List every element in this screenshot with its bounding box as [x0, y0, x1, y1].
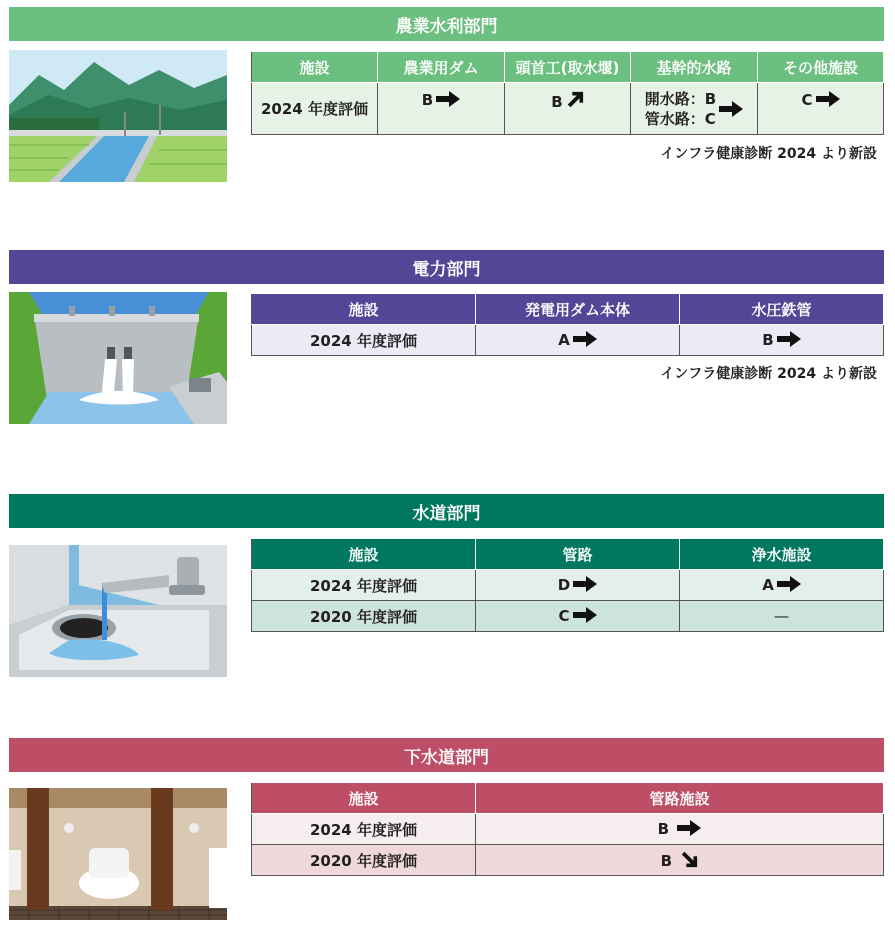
header-pipeline: 管路 — [476, 539, 680, 570]
row-label: 2020 年度評価 — [252, 845, 476, 876]
header-other-facilities: その他施設 — [758, 52, 884, 83]
arrow-right-icon — [573, 607, 597, 623]
restroom-toilets-illustration — [9, 788, 227, 920]
sink-faucet-illustration — [9, 545, 227, 677]
agri-dam-grade: B — [378, 83, 505, 135]
header-facility: 施設 — [252, 52, 378, 83]
row-label: 2024 年度評価 — [252, 570, 476, 601]
water-section-title: 水道部門 — [9, 494, 884, 528]
arrow-right-icon — [573, 576, 597, 592]
arrow-right-icon — [719, 101, 743, 117]
header-purification-plant: 浄水施設 — [680, 539, 884, 570]
header-agri-dam: 農業用ダム — [378, 52, 505, 83]
power-dam-grade: A — [476, 325, 680, 356]
sewer-section-title: 下水道部門 — [9, 738, 884, 772]
pipe-grade: C — [476, 601, 680, 632]
arrow-right-icon — [777, 576, 801, 592]
row-label: 2024 年度評価 — [252, 814, 476, 845]
header-main-canal: 基幹的水路 — [631, 52, 758, 83]
arrow-right-icon — [777, 331, 801, 347]
penstock-grade: B — [680, 325, 884, 356]
arrow-down-right-icon — [680, 850, 698, 868]
header-pipe-facilities: 管路施設 — [476, 783, 884, 814]
arrow-right-icon — [816, 91, 840, 107]
other-grade: C — [758, 83, 884, 135]
header-facility: 施設 — [252, 294, 476, 325]
arrow-up-right-icon — [566, 91, 584, 109]
row-label: 2020 年度評価 — [252, 601, 476, 632]
arrow-right-icon — [436, 91, 460, 107]
row-label: 2024 年度評価 — [252, 83, 378, 135]
row-label: 2024 年度評価 — [252, 325, 476, 356]
agri-section-title: 農業水利部門 — [9, 7, 884, 41]
pipe-grade: D — [476, 570, 680, 601]
header-penstock: 水圧鉄管 — [680, 294, 884, 325]
canal-grade: 開水路：B 管水路：C — [631, 83, 758, 135]
power-note: インフラ健康診断 2024 より新設 — [660, 366, 877, 382]
rice-field-canal-illustration — [9, 50, 227, 182]
arrow-right-icon — [677, 820, 701, 836]
header-facility: 施設 — [252, 783, 476, 814]
hydro-dam-illustration — [9, 292, 227, 424]
plant-grade: A — [680, 570, 884, 601]
power-table — [251, 293, 884, 356]
headworks-grade: B — [505, 83, 631, 135]
plant-grade: — — [680, 601, 884, 632]
sewer-grade: B — [476, 814, 884, 845]
power-section-title: 電力部門 — [9, 250, 884, 284]
sewer-grade: B — [476, 845, 884, 876]
arrow-right-icon — [573, 331, 597, 347]
agri-table — [251, 51, 884, 135]
water-table — [251, 538, 884, 632]
sewer-table — [251, 782, 884, 876]
agri-note: インフラ健康診断 2024 より新設 — [660, 146, 877, 162]
header-headworks: 頭首工(取水堰) — [505, 52, 631, 83]
header-power-dam: 発電用ダム本体 — [476, 294, 680, 325]
header-facility: 施設 — [252, 539, 476, 570]
